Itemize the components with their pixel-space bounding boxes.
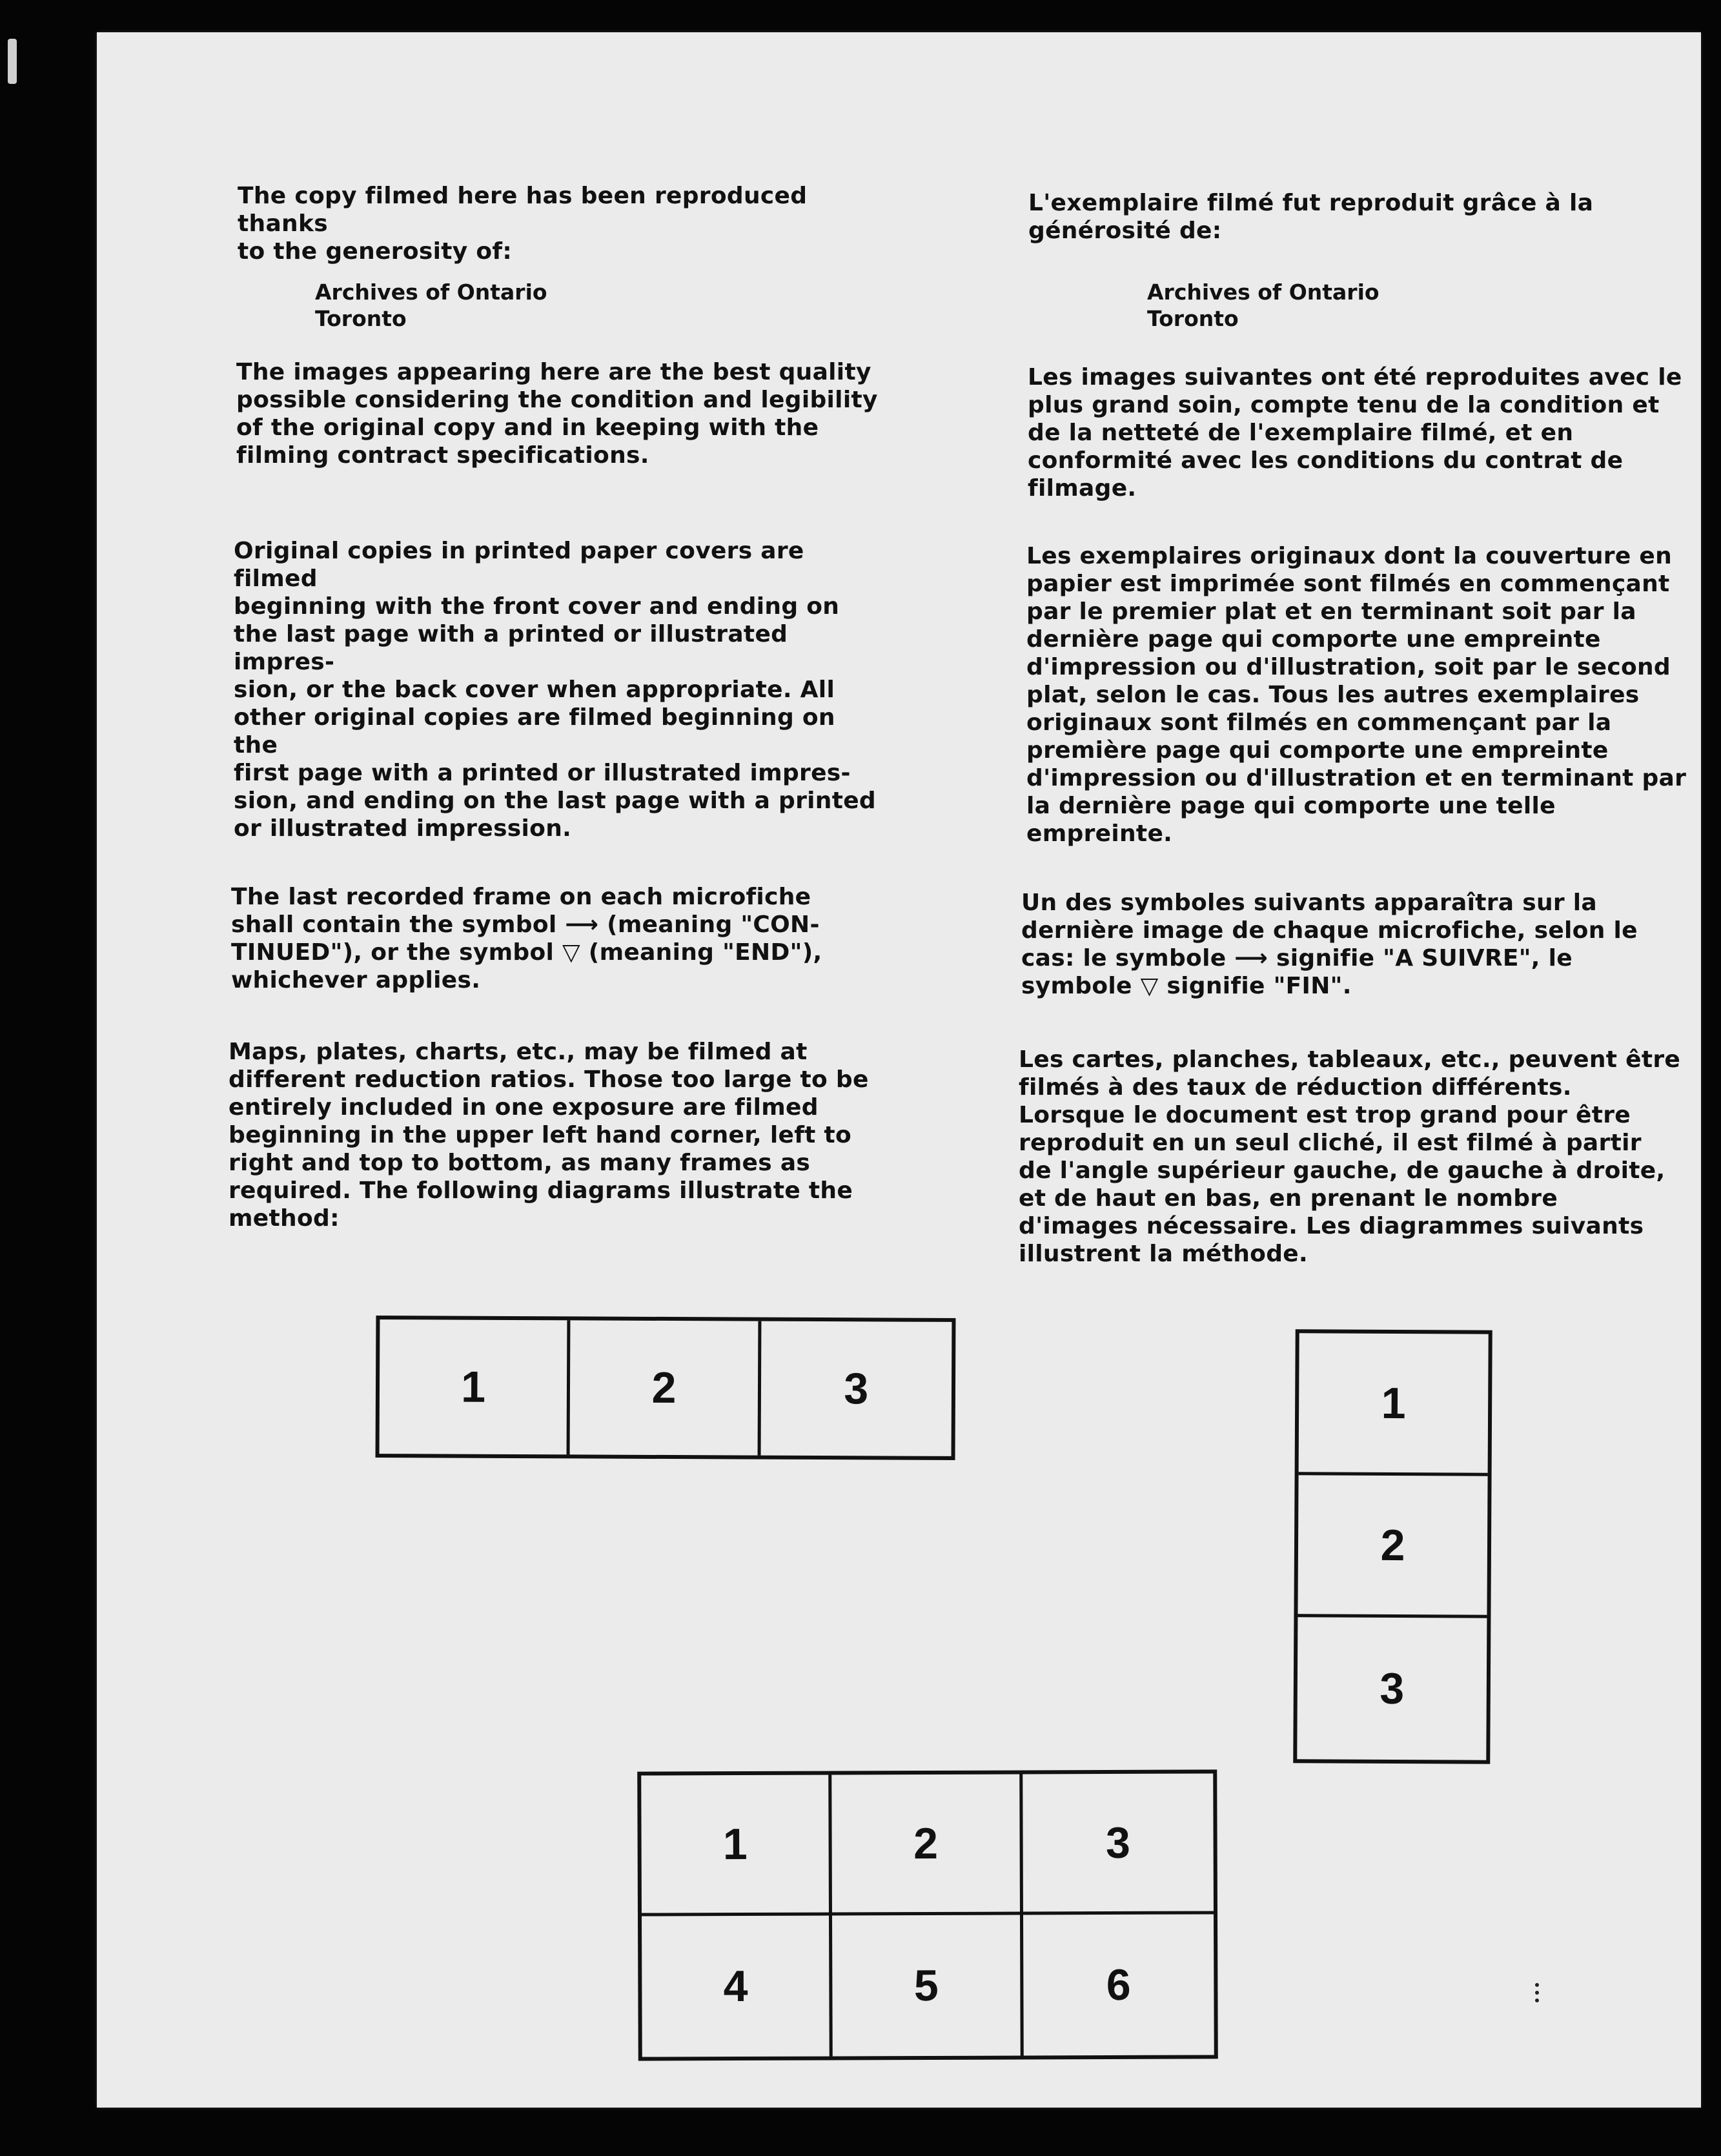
french-credit: Archives of Ontario Toronto xyxy=(1147,280,1380,331)
french-maps-text: Les cartes, planches, tableaux, etc., peuvent être filmés à des taux de réduction différents. Lorsque le document est trop grand pour être reproduit en un seul cliché, il est filmé à partir de l'angle supérieur gauche, de gauche à droite, et de haut en bas, en prenant le nombre d'images nécessaire. Les diagrammes suivants illustrent la méthode. xyxy=(1019,1046,1681,1267)
frame-cell: 5 xyxy=(832,1915,1023,2056)
french-maps-paragraph xyxy=(1019,1046,1690,1268)
french-covers-paragraph xyxy=(1026,542,1698,848)
english-quality-paragraph xyxy=(236,358,882,469)
six-frame-grid-diagram xyxy=(637,1769,1218,2060)
vertical-frame-diagram xyxy=(1293,1329,1492,1764)
frame-cell: 6 xyxy=(1106,1960,1131,2010)
frame-cell: 3 xyxy=(1380,1663,1405,1714)
english-covers-paragraph xyxy=(234,537,879,842)
frame-cell: 3 xyxy=(1023,1773,1214,1915)
microfiche-target-page xyxy=(97,32,1701,2108)
english-maps-paragraph xyxy=(229,1038,874,1232)
english-quality-text: The images appearing here are the best quality possible considering the condition and legibility of the original copy and in keeping with the filming contract specifications. xyxy=(236,359,878,469)
english-credit: Archives of Ontario Toronto xyxy=(315,280,547,331)
film-edge-mark xyxy=(8,39,17,84)
french-quality-text: Les images suivantes ont été reproduites avec le plus grand soin, compte tenu de la condition et de la netteté de l'exemplaire filmé, et en conformité avec les conditions du contrat de filmage. xyxy=(1028,364,1682,502)
english-intro xyxy=(238,182,883,265)
frame-cell: 4 xyxy=(642,1916,833,2057)
french-symbols-text: Un des symboles suivants apparaîtra sur la dernière image de chaque microfiche, selon le cas: le symbole ⟶ signifie "A SUIVRE", le symbole ▽ signifie "FIN". xyxy=(1021,890,1638,999)
frame-cell: 2 xyxy=(1298,1475,1487,1618)
frame-cell: 2 xyxy=(832,1774,1023,1915)
frame-cell: 1 xyxy=(641,1775,832,1917)
french-symbols-paragraph xyxy=(1021,889,1680,1000)
french-intro-text: L'exemplaire filmé fut reproduit grâce à la générosité de: xyxy=(1028,190,1594,244)
horizontal-frame-diagram xyxy=(376,1316,956,1460)
frame-cell: 3 xyxy=(844,1364,869,1414)
french-intro xyxy=(1028,189,1687,245)
speck-mark xyxy=(1535,1983,1543,2002)
frame-cell: 1 xyxy=(1299,1333,1489,1476)
frame-cell: 1 xyxy=(380,1319,571,1454)
english-symbols-paragraph xyxy=(231,883,877,994)
french-covers-text: Les exemplaires originaux dont la couverture en papier est imprimée sont filmés en commençant par le premier plat et en terminant soit par la dernière page qui comporte une empreinte d'impression ou d'illustration, soit par le second plat, selon le cas. Tous les autres exemplaires originaux sont filmés en commençant par la première page qui comporte une empreinte d'impression ou d'illustration et en terminant par la dernière page qui comporte une telle empreinte. xyxy=(1026,543,1687,847)
french-quality-paragraph xyxy=(1028,363,1686,502)
english-covers-text: Original copies in printed paper covers are filmed beginning with the front cover and ending on the last page with a printed or illustrated impres- sion, or the back cover when appropriate. All other original copies are filmed beginning on the first page with a printed or illustrated impres- sion, and ending on the last page with a printed or illustrated impression. xyxy=(234,538,876,842)
english-intro-text: The copy filmed here has been reproduced thanks to the generosity of: xyxy=(238,183,808,265)
english-maps-text: Maps, plates, charts, etc., may be filmed at different reduction ratios. Those too large to be entirely included in one exposure are filmed beginning in the upper left hand corner, left to right and top to bottom, as many frames as required. The following diagrams illustrate the method: xyxy=(229,1039,869,1232)
frame-cell: 2 xyxy=(570,1320,761,1455)
english-symbols-text: The last recorded frame on each microfiche shall contain the symbol ⟶ (meaning "CON- TINUED"), or the symbol ▽ (meaning "END"), whichever applies. xyxy=(231,884,822,993)
